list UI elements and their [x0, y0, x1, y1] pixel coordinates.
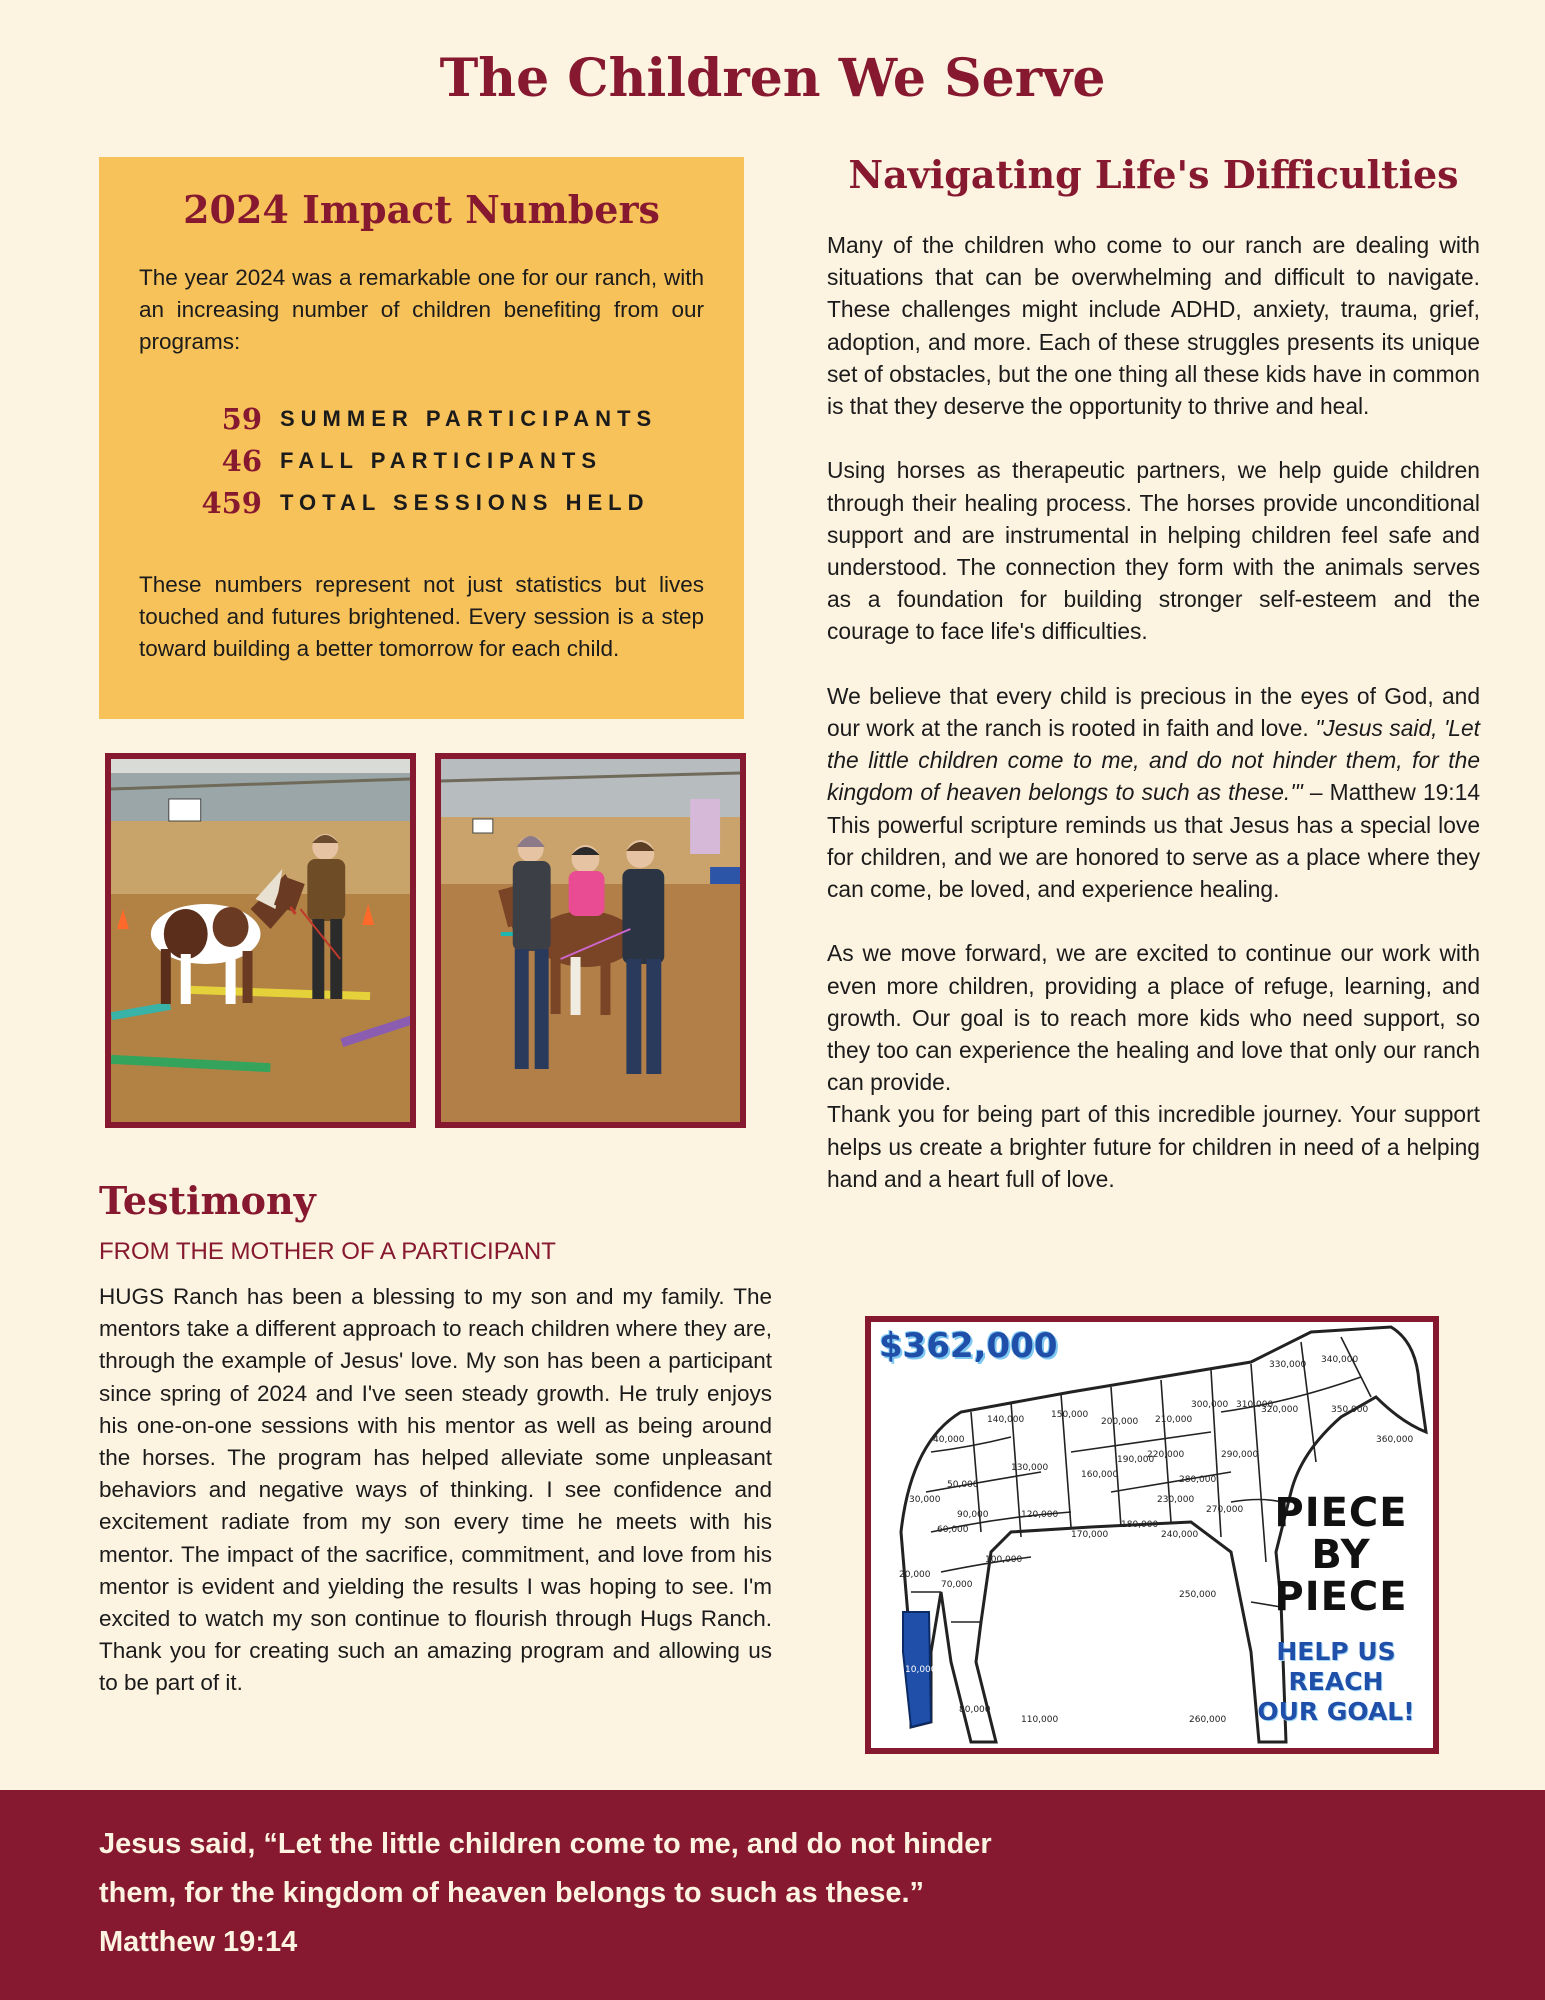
scripture-follow: – Matthew 19:14 This powerful scripture reminds us that Jesus has a special love for children, and we are honored to serve as a place where they can come, be loved, and experience healing.	[827, 779, 1481, 903]
testimony-subheading: FROM THE MOTHER OF A PARTICIPANT	[99, 1238, 556, 1265]
photo-child-with-pony	[105, 753, 416, 1128]
svg-text:140,000: 140,000	[987, 1415, 1025, 1425]
stat-summer	[139, 398, 704, 440]
svg-text:260,000: 260,000	[1189, 1715, 1227, 1725]
svg-text:120,000: 120,000	[1021, 1510, 1059, 1520]
svg-text:100,000: 100,000	[985, 1555, 1023, 1565]
page-title: The Children We Serve	[439, 48, 1106, 109]
svg-text:160,000: 160,000	[1081, 1470, 1119, 1480]
impact-heading: 2024 Impact Numbers	[183, 187, 660, 232]
svg-text:180,000: 180,000	[1121, 1520, 1159, 1530]
help-reach-goal-text	[1241, 1637, 1431, 1727]
photo-child-with-pony-image	[111, 759, 410, 1122]
svg-text:270,000: 270,000	[1206, 1505, 1244, 1515]
svg-text:190,000: 190,000	[1117, 1455, 1155, 1465]
svg-text:240,000: 240,000	[1161, 1530, 1199, 1540]
tagline-line: PIECE	[1274, 1490, 1408, 1536]
svg-text:20,000: 20,000	[899, 1570, 931, 1580]
svg-text:310,000: 310,000	[1236, 1400, 1274, 1410]
help-line: HELP US	[1276, 1637, 1396, 1666]
stat-sessions	[139, 482, 704, 524]
svg-text:360,000: 360,000	[1376, 1435, 1414, 1445]
svg-text:330,000: 330,000	[1269, 1360, 1307, 1370]
navigating-paragraph: Using horses as therapeutic partners, we help guide children through their healing process. The horses provide unconditional support and are instrumental in helping children feel safe and understood. The connection they form with the animals serves as a foundation for building stronger self-esteem and the courage to face life's difficulties.	[827, 457, 1480, 645]
svg-text:250,000: 250,000	[1179, 1590, 1217, 1600]
svg-text:60,000: 60,000	[937, 1525, 969, 1535]
svg-text:170,000: 170,000	[1071, 1530, 1109, 1540]
svg-text:70,000: 70,000	[941, 1580, 973, 1590]
footer-banner	[0, 1790, 1545, 2000]
svg-text:220,000: 220,000	[1147, 1450, 1185, 1460]
navigating-paragraph-scripture	[827, 680, 1480, 905]
stat-label: FALL PARTICIPANTS	[280, 448, 602, 473]
stat-value: 46	[221, 444, 262, 478]
svg-text:230,000: 230,000	[1157, 1495, 1195, 1505]
stat-label: SUMMER PARTICIPANTS	[280, 406, 658, 431]
navigating-paragraph: Many of the children who come to our ranch are dealing with situations that can be overwhelming and difficult to navigate. These challenges might include ADHD, anxiety, trauma, grief, adoption, and more. Each of these struggles presents its unique set of obstacles, but the one thing all these kids have in common is that they deserve the opportunity to thrive and heal.	[827, 232, 1480, 420]
footer-scripture-quote: Jesus said, “Let the little children come to me, and do not hinder them, for the kingdom of heaven belongs to such as these.” Matthew 19:14	[99, 1828, 992, 1958]
stat-value: 59	[221, 402, 262, 436]
fundraising-goal-graphic	[865, 1316, 1439, 1754]
svg-text:290,000: 290,000	[1221, 1450, 1259, 1460]
svg-text:320,000: 320,000	[1261, 1405, 1299, 1415]
svg-text:10,000: 10,000	[905, 1665, 937, 1675]
impact-intro: The year 2024 was a remarkable one for our ranch, with an increasing number of children benefiting from our programs:	[139, 265, 704, 354]
navigating-heading: Navigating Life's Difficulties	[848, 152, 1459, 197]
scripture-quote: "Jesus said, 'Let the little children come to me, and do not hinder them, for the kingdom of heaven belongs to such as these.'"	[827, 715, 1481, 806]
svg-text:90,000: 90,000	[957, 1510, 989, 1520]
photo-children-with-pony-image	[441, 759, 740, 1122]
svg-text:50,000: 50,000	[947, 1480, 979, 1490]
svg-text:340,000: 340,000	[1321, 1355, 1359, 1365]
stat-value: 459	[201, 486, 262, 520]
impact-box	[99, 157, 744, 719]
svg-text:150,000: 150,000	[1051, 1410, 1089, 1420]
testimony-body: HUGS Ranch has been a blessing to my son and my family. The mentors take a different approach to reach children where they are, through the example of Jesus' love. My son has been a participant since spring of 2024 and I've seen steady growth. He truly enjoys his one-on-one sessions with his mentor as well as being around the horses. The program has helped alleviate some unpleasant behaviors and negative ways of thinking. I see confidence and excitement radiate from my son every time he meets with his mentor. The impact of the sacrifice, commitment, and love from his mentor is evident and yielding the results I was hoping to see. I'm excited to watch my son continue to flourish through Hugs Ranch. Thank you for creating such an amazing program and allowing us to be part of it.	[99, 1284, 772, 1696]
svg-text:200,000: 200,000	[1101, 1417, 1139, 1427]
stat-fall	[139, 440, 704, 482]
svg-text:110,000: 110,000	[1021, 1715, 1059, 1725]
svg-text:130,000: 130,000	[1011, 1463, 1049, 1473]
goal-amount: $362,000	[879, 1326, 1058, 1366]
impact-closing: These numbers represent not just statistics but lives touched and futures brightened. Every session is a step toward building a better tomorrow for each child.	[139, 572, 704, 661]
navigating-body	[827, 229, 1480, 1195]
svg-text:280,000: 280,000	[1179, 1475, 1217, 1485]
photo-children-with-pony	[435, 753, 746, 1128]
svg-text:300,000: 300,000	[1191, 1400, 1229, 1410]
svg-text:30,000: 30,000	[909, 1495, 941, 1505]
tagline-line: BY	[1311, 1532, 1371, 1578]
svg-text:350,000: 350,000	[1331, 1405, 1369, 1415]
svg-text:40,000: 40,000	[933, 1435, 965, 1445]
scripture-lead: We believe that every child is precious in the eyes of God, and our work at the ranch is rooted in faith and love.	[827, 682, 1480, 742]
help-line: OUR GOAL!	[1257, 1697, 1415, 1726]
navigating-paragraph: Thank you for being part of this incredible journey. Your support helps us create a brighter future for children in need of a helping hand and a heart full of love.	[827, 1101, 1480, 1192]
testimony-heading: Testimony	[99, 1178, 316, 1223]
svg-text:80,000: 80,000	[959, 1705, 991, 1715]
svg-text:210,000: 210,000	[1155, 1415, 1193, 1425]
impact-stats	[139, 398, 704, 524]
help-line: REACH	[1288, 1667, 1384, 1696]
stat-label: TOTAL SESSIONS HELD	[280, 490, 650, 515]
piece-by-piece-tagline	[1266, 1492, 1416, 1618]
tagline-line: PIECE	[1274, 1574, 1408, 1620]
navigating-paragraph: As we move forward, we are excited to continue our work with even more children, providing a place of refuge, learning, and growth. Our goal is to reach more kids who need support, so they too can experience the healing and love that only our ranch can provide.	[827, 940, 1480, 1096]
